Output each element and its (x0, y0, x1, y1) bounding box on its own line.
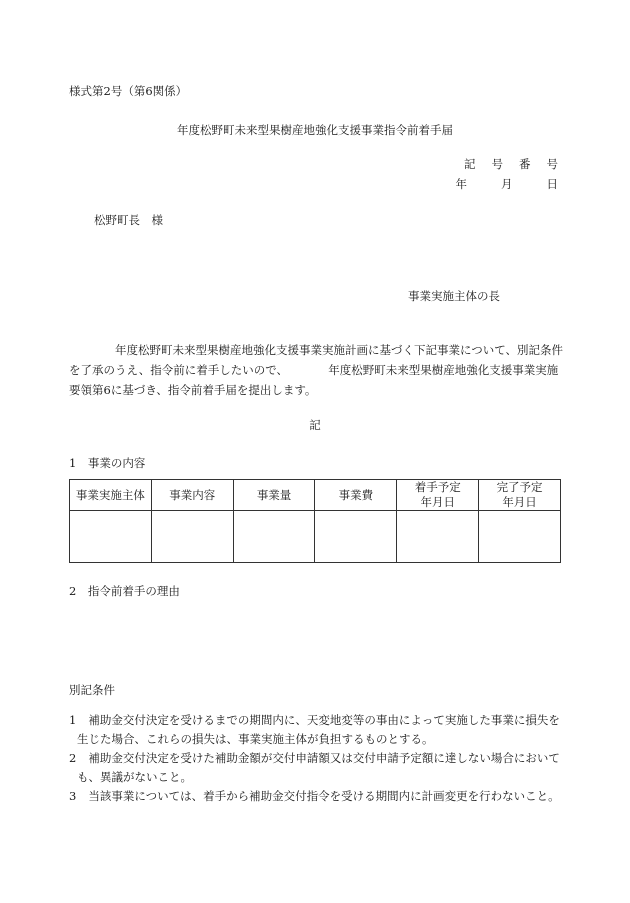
header-line: 年月日 (420, 495, 455, 509)
condition-number: 2 (69, 751, 77, 765)
condition-text: 補助金交付決定を受けるまでの期間内に、天変地変等の事由によって実施した事業に損失を生じた場合、これらの損失は、事業実施主体が負担するものとする。 (77, 713, 560, 746)
table-header-cell (233, 480, 315, 511)
header-line: 着手予定 (414, 480, 461, 494)
table-row (70, 511, 561, 563)
table-header-cell (315, 480, 397, 511)
condition-item (69, 749, 566, 787)
form-number: 様式第2号（第6関係） (69, 84, 188, 98)
table-header-row (70, 480, 561, 511)
table-cell-empty[interactable] (397, 511, 479, 563)
ref-number-char: 記 (464, 157, 476, 171)
conditions-heading: 別記条件 (69, 683, 115, 697)
table-header-cell (151, 480, 233, 511)
table-header-cell (479, 480, 561, 511)
body-paragraph: 年度松野町未来型果樹産地強化支援事業実施計画に基づく下記事業について、別記条件を了承のうえ、指令前に着手したいので、 年度松野町未来型果樹産地強化支援事業実施要領第6に基づき、指令前着手届を提出します。 (69, 343, 564, 397)
table-cell-empty[interactable] (315, 511, 397, 563)
ref-date-char: 年 (455, 177, 467, 191)
header-line: 事業量 (256, 487, 292, 502)
ref-date-char: 日 (546, 177, 558, 191)
header-line: 年月日 (502, 495, 537, 509)
condition-number: 3 (69, 789, 77, 803)
sender: 事業実施主体の長 (408, 289, 500, 303)
section2-heading: 2 指令前着手の理由 (69, 584, 180, 598)
ref-date-char: 月 (501, 177, 513, 191)
condition-text: 当該事業については、着手から補助金交付指令を受ける期間内に計画変更を行わないこと。 (88, 789, 560, 803)
header-line: 完了予定 (496, 480, 543, 494)
table-header-cell (397, 480, 479, 511)
table-cell-empty[interactable] (70, 511, 152, 563)
table-cell-empty[interactable] (151, 511, 233, 563)
condition-number: 1 (69, 713, 77, 727)
condition-text: 補助金交付決定を受けた補助金額が交付申請額又は交付申請予定額に達しない場合においても、異議がないこと。 (77, 751, 560, 784)
document-title: 年度松野町未来型果樹産地強化支援事業指令前着手届 (177, 123, 453, 137)
content-table (69, 479, 561, 563)
ref-number-char: 番 (519, 157, 531, 171)
table-header-cell (70, 480, 152, 511)
ref-number-char: 号 (491, 157, 503, 171)
condition-item (69, 711, 566, 749)
reference-date-row (422, 176, 559, 192)
header-line: 事業実施主体 (75, 487, 145, 502)
table-cell-empty[interactable] (479, 511, 561, 563)
addressee: 松野町長 様 (94, 213, 163, 227)
ref-number-char: 号 (546, 157, 558, 171)
header-line: 事業内容 (169, 487, 216, 502)
condition-item (69, 787, 566, 806)
reference-number-row (448, 156, 558, 172)
ki-heading: 記 (309, 418, 321, 432)
table-cell-empty[interactable] (233, 511, 315, 563)
header-line: 事業費 (338, 487, 374, 502)
conditions-list (69, 711, 566, 806)
section1-heading: 1 事業の内容 (69, 456, 146, 470)
